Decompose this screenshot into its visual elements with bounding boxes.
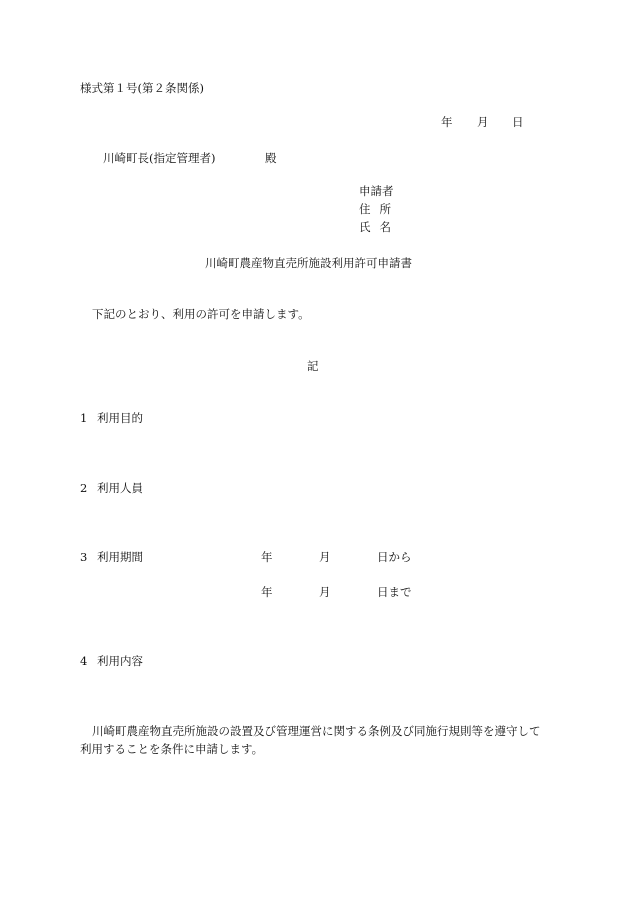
closing-text-line2: 利用することを条件に申請します。 xyxy=(80,742,264,756)
item-label-content: 利用内容 xyxy=(97,654,143,668)
period-to-month: 月 xyxy=(319,585,331,599)
item-number: 4 xyxy=(80,654,88,668)
applicant-address-label: 住所 xyxy=(359,202,400,216)
item-label-period: 利用期間 xyxy=(97,550,143,564)
period-from-year: 年 xyxy=(261,550,273,564)
closing-text-line1: 川崎町農産物直売所施設の設置及び管理運営に関する条例及び同施行規則等を遵守して xyxy=(92,724,541,738)
intro-text: 下記のとおり、利用の許可を申請します。 xyxy=(92,307,310,321)
item-number: 2 xyxy=(80,481,88,495)
period-to-day: 日まで xyxy=(377,585,412,599)
applicant-name-label: 氏名 xyxy=(359,220,400,234)
item-label-persons: 利用人員 xyxy=(97,481,143,495)
addressee-name: 川崎町長(指定管理者) xyxy=(103,151,216,165)
date-month-label: 月 xyxy=(477,115,489,129)
item-number: 3 xyxy=(80,550,88,564)
form-number: 様式第１号(第２条関係) xyxy=(80,81,204,95)
period-to-year: 年 xyxy=(261,585,273,599)
period-from-month: 月 xyxy=(319,550,331,564)
item-number: 1 xyxy=(80,411,88,425)
date-day-label: 日 xyxy=(512,115,524,129)
period-from-day: 日から xyxy=(377,550,412,564)
ki-heading: 記 xyxy=(307,359,319,373)
addressee-honorific: 殿 xyxy=(265,151,277,165)
applicant-label: 申請者 xyxy=(359,184,394,198)
date-year-label: 年 xyxy=(441,115,453,129)
item-label-purpose: 利用目的 xyxy=(97,411,143,425)
document-title: 川崎町農産物直売所施設利用許可申請書 xyxy=(205,256,412,270)
